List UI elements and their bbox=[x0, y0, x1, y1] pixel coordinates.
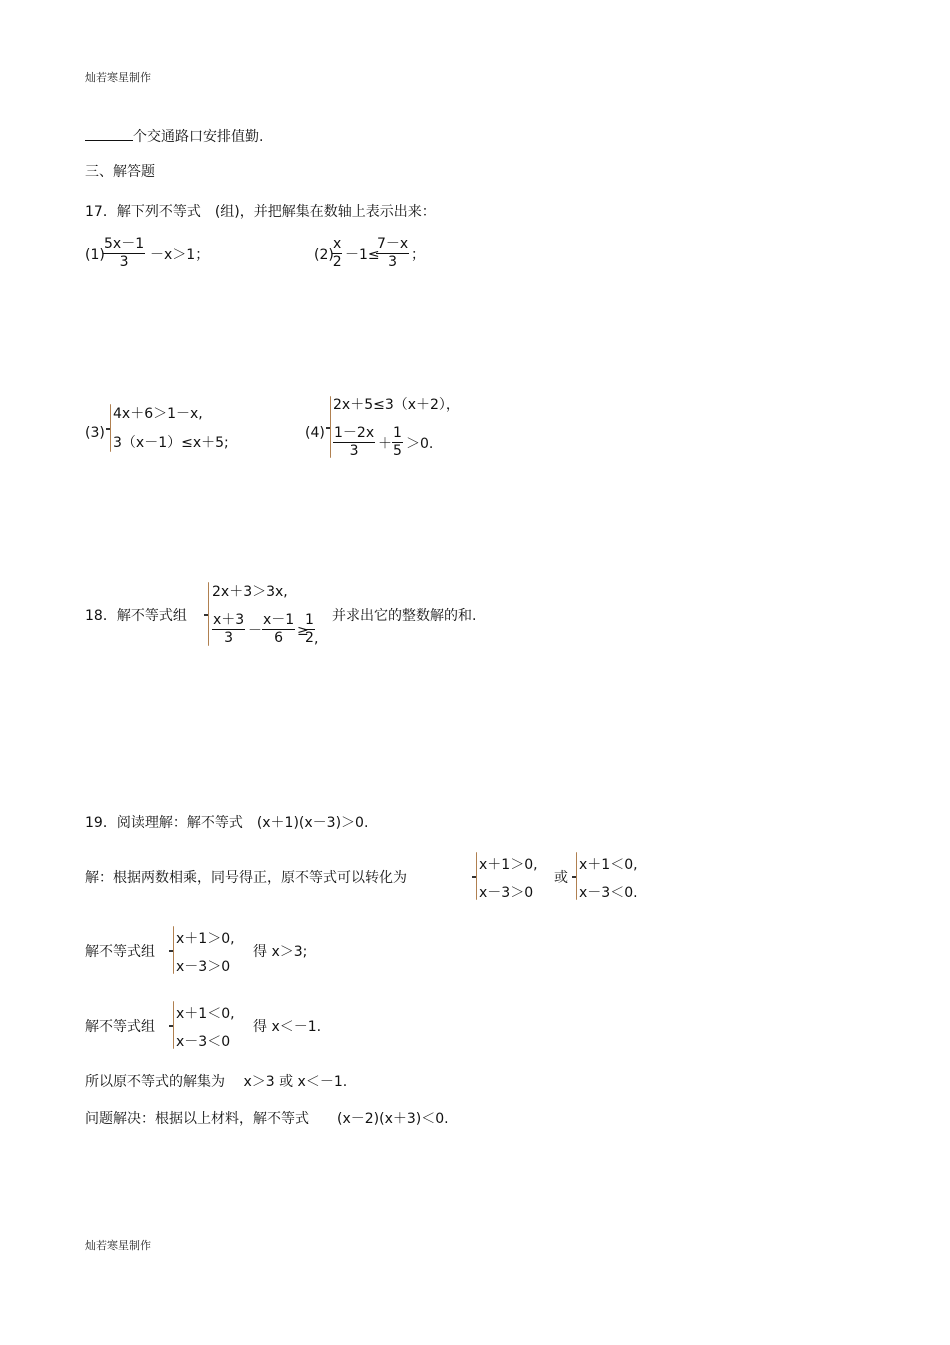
fraction-numerator: x＋3 bbox=[213, 612, 245, 628]
q17-p4-line1: 2x＋5≤3（x＋2）， bbox=[333, 397, 460, 413]
q18-comma: , bbox=[314, 631, 319, 647]
fraction-numerator: x－1 bbox=[263, 612, 295, 628]
q18-stem: 18．解不等式组 bbox=[85, 608, 187, 624]
q19-sysA-line2: x－3＞0 bbox=[479, 885, 534, 901]
q19-conclusion: 所以原不等式的解集为 x＞3 或 x＜－1. bbox=[85, 1074, 348, 1090]
system-brace bbox=[173, 926, 174, 974]
page-footer: 灿若寒星制作 bbox=[85, 1239, 151, 1252]
q18-tail: 并求出它的整数解的和. bbox=[332, 608, 477, 624]
q16-tail-text: 个交通路口安排值勤. bbox=[133, 129, 264, 145]
q17-p1-label: (1) bbox=[85, 247, 105, 263]
q17-p2-mid: －1≤ bbox=[345, 247, 380, 263]
q19-r2-line2: x－3＜0 bbox=[176, 1034, 231, 1050]
system-brace bbox=[476, 852, 477, 900]
fraction-denominator: 3 bbox=[349, 443, 359, 459]
q16-tail-line bbox=[85, 128, 263, 146]
q19-r1-result: 得 x＞3; bbox=[253, 944, 308, 960]
q18-fraction-a bbox=[212, 612, 245, 647]
q17-p4-fraction-a bbox=[333, 425, 375, 460]
fraction-denominator: 6 bbox=[274, 630, 284, 646]
q19-stem: 19．阅读理解：解不等式 (x＋1)(x－3)＞0. bbox=[85, 815, 369, 831]
fraction-numerator: 5x－1 bbox=[104, 236, 145, 252]
answer-blank bbox=[85, 128, 133, 141]
q19-r1-label: 解不等式组 bbox=[85, 944, 155, 960]
q19-r2-line1: x＋1＜0, bbox=[176, 1006, 235, 1022]
q17-p3-label: (3) bbox=[85, 425, 105, 441]
system-brace bbox=[208, 582, 209, 646]
q19-problem: 问题解决：根据以上材料，解不等式 (x－2)(x＋3)＜0. bbox=[85, 1111, 449, 1127]
q17-p4-label: (4) bbox=[305, 425, 325, 441]
q19-sysA-line1: x＋1＞0, bbox=[479, 857, 538, 873]
q19-r1-line1: x＋1＞0, bbox=[176, 931, 235, 947]
fraction-numerator: 7－x bbox=[377, 236, 409, 252]
system-brace bbox=[173, 1001, 174, 1049]
q17-p4-rest: ＞0. bbox=[406, 436, 434, 452]
fraction-denominator: 2 bbox=[332, 254, 342, 270]
q18-line1: 2x＋3＞3x, bbox=[212, 584, 288, 600]
fraction-denominator: 3 bbox=[388, 254, 398, 270]
q17-p2-fraction-b bbox=[376, 236, 409, 271]
q19-sysB-line1: x＋1＜0, bbox=[579, 857, 638, 873]
fraction-denominator: 3 bbox=[119, 254, 129, 270]
q19-r2-label: 解不等式组 bbox=[85, 1019, 155, 1035]
system-brace bbox=[110, 404, 111, 452]
q17-p3-line1: 4x＋6＞1－x, bbox=[113, 406, 203, 422]
q18-fraction-b bbox=[262, 612, 295, 647]
q19-r2-result: 得 x＜－1. bbox=[253, 1019, 322, 1035]
q18-minus: － bbox=[248, 623, 262, 639]
q17-p3-line2: 3（x－1）≤x＋5; bbox=[113, 435, 229, 451]
fraction-numerator: 1－2x bbox=[334, 425, 375, 441]
section-title: 三、解答题 bbox=[85, 164, 155, 180]
fraction-numerator: x bbox=[333, 236, 342, 252]
fraction-denominator: 5 bbox=[393, 443, 402, 459]
fraction-numerator: 1 bbox=[393, 425, 402, 441]
q18-ge: ≥ bbox=[297, 623, 309, 639]
q17-p2-label: (2) bbox=[314, 247, 334, 263]
page-header: 灿若寒星制作 bbox=[85, 71, 151, 84]
system-brace bbox=[576, 852, 577, 900]
q19-solve-intro: 解：根据两数相乘，同号得正，原不等式可以转化为 bbox=[85, 870, 407, 886]
q19-r1-line2: x－3＞0 bbox=[176, 959, 231, 975]
q17-p2-rest: ； bbox=[411, 247, 425, 263]
q17-stem: 17．解下列不等式 (组)，并把解集在数轴上表示出来： bbox=[85, 204, 436, 220]
fraction-denominator: 2 bbox=[305, 630, 314, 646]
q17-p2-fraction-a bbox=[332, 236, 342, 271]
fraction-denominator: 3 bbox=[224, 630, 234, 646]
q17-p4-plus: ＋ bbox=[378, 436, 392, 452]
system-brace bbox=[330, 396, 331, 458]
q19-or: 或 bbox=[554, 870, 568, 886]
q17-p4-fraction-b bbox=[392, 425, 403, 460]
q17-p1-rest: －x＞1； bbox=[150, 247, 210, 263]
q17-p1-fraction bbox=[103, 236, 145, 271]
fraction-numerator: 1 bbox=[305, 612, 314, 628]
q19-sysB-line2: x－3＜0. bbox=[579, 885, 638, 901]
